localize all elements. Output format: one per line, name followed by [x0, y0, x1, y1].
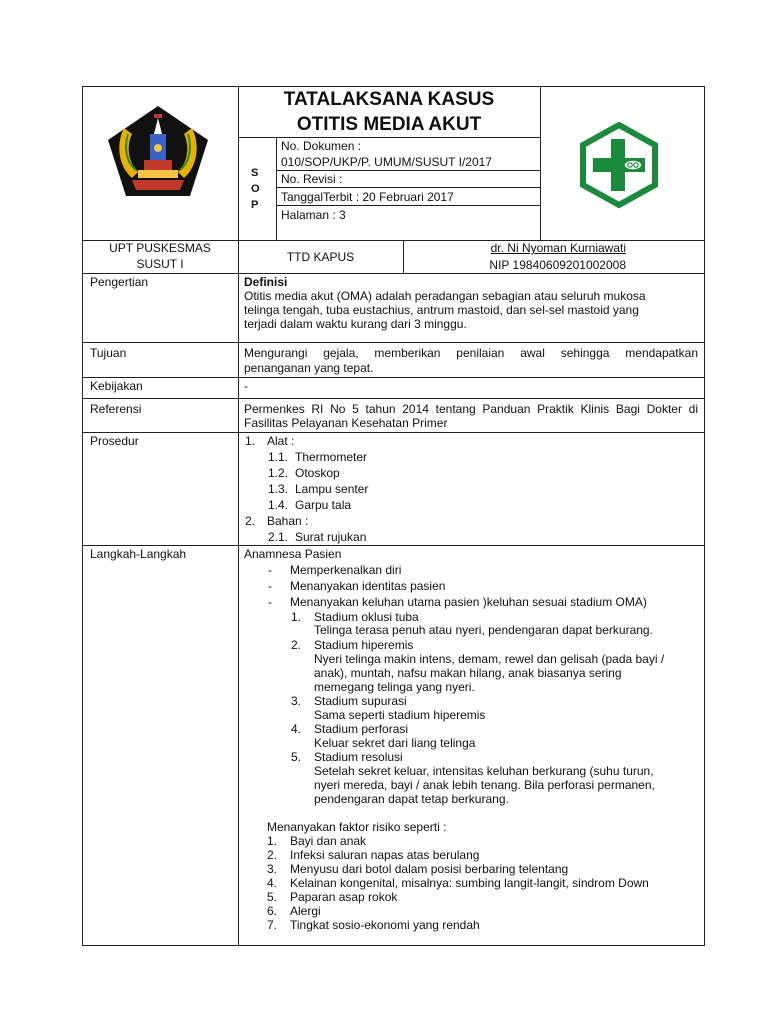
list-number: 1.: [267, 834, 278, 848]
sop-letter-o: O: [251, 183, 260, 195]
risk-item: Infeksi saluran napas atas berulang: [290, 848, 480, 862]
page-number: Halaman : 3: [281, 208, 346, 222]
list-number: 4.: [267, 876, 278, 890]
signatory-name: dr. Ni Nyoman Kurniawati: [490, 241, 626, 255]
row-label-referensi: Referensi: [90, 402, 142, 416]
dash-bullet: -: [268, 579, 272, 593]
doc-number-label: No. Dokumen :: [281, 139, 362, 153]
list-item: Garpu tala: [295, 498, 352, 512]
stadium-title: Stadium oklusi tuba: [314, 610, 419, 624]
stadium-title: Stadium resolusi: [314, 750, 403, 764]
revision-label: No. Revisi :: [281, 172, 343, 186]
stadium-desc: Telinga terasa penuh atau nyeri, pendengaran dapat berkurang.: [314, 623, 653, 637]
list-item: Surat rujukan: [295, 530, 367, 544]
title-line-1: TATALAKSANA KASUS: [283, 89, 495, 110]
list-item: Menanyakan keluhan utama pasien )keluhan sesuai stadium OMA): [290, 595, 647, 609]
definition-line: terjadi dalam waktu kurang dari 3 minggu.: [244, 317, 467, 331]
list-number: 1.2.: [268, 466, 289, 480]
list-item: Otoskop: [295, 466, 340, 480]
list-number: 5.: [291, 750, 302, 764]
sop-letter-p: P: [251, 199, 259, 211]
definition-line: telinga tengah, tuba eustachius, antrum mastoid, dan sel-sel mastoid yang: [244, 303, 639, 317]
risk-item: Kelainan kongenital, misalnya: sumbing langit-langit, sindrom Down: [290, 876, 649, 890]
org-line-1: UPT PUSKESMAS: [109, 241, 211, 255]
row-label-kebijakan: Kebijakan: [90, 379, 143, 393]
title-line-2: OTITIS MEDIA AKUT: [296, 114, 482, 135]
list-number: 7.: [267, 918, 278, 932]
list-item: Menanyakan identitas pasien: [290, 579, 446, 593]
row-label-prosedur: Prosedur: [90, 434, 139, 448]
list-number: 4.: [291, 722, 302, 736]
stadium-desc: Keluar sekret dari liang telinga: [314, 736, 476, 750]
list-number: 1.3.: [268, 482, 289, 496]
list-item: Alat :: [267, 434, 295, 448]
purpose-line: penanganan yang tepat.: [244, 361, 374, 375]
list-item: Thermometer: [295, 450, 368, 464]
reference-line: Permenkes RI No 5 tahun 2014 tentang Panduan Praktik Klinis Bagi Dokter di: [244, 402, 698, 416]
risk-item: Paparan asap rokok: [290, 890, 398, 904]
reference-line: Fasilitas Pelayanan Kesehatan Primer: [244, 416, 448, 430]
sop-letter-s: S: [251, 167, 259, 179]
list-number: 1.1.: [268, 450, 289, 464]
stadium-desc: Sama seperti stadium hiperemis: [314, 708, 486, 722]
list-number: 1.: [291, 610, 302, 624]
list-number: 3.: [267, 862, 278, 876]
ttd-label: TTD KAPUS: [286, 250, 355, 264]
risk-item: Tingkat sosio-ekonomi yang rendah: [290, 918, 480, 932]
puskesmas-logo: [579, 121, 659, 209]
stadium-desc: anak), muntah, nafsu makan hilang, anak biasanya sering: [314, 666, 622, 680]
list-number: 2.: [245, 514, 256, 528]
doc-number-value: 010/SOP/UKP/P. UMUM/SUSUT I/2017: [281, 155, 492, 169]
purpose-line: Mengurangi gejala, memberikan penilaian awal sehingga mendapatkan: [244, 346, 698, 360]
stadium-desc: nyeri mereda, bayi / anak lebih tenang. Bila perforasi permanen,: [314, 778, 655, 792]
dash-bullet: -: [268, 595, 272, 609]
stadium-desc: Nyeri telinga makin intens, demam, rewel dan gelisah (pada bayi /: [314, 652, 665, 666]
list-number: 6.: [267, 904, 278, 918]
section-heading: Anamnesa Pasien: [244, 547, 342, 561]
list-item: Memperkenalkan diri: [290, 563, 402, 577]
list-number: 2.: [267, 848, 278, 862]
issue-date: TanggalTerbit : 20 Februari 2017: [281, 190, 454, 204]
list-item: Lampu senter: [295, 482, 369, 496]
document-title: [238, 87, 540, 137]
definition-heading: Definisi: [244, 275, 288, 289]
risk-item: Menyusu dari botol dalam posisi berbaring telentang: [290, 862, 569, 876]
risk-heading: Menanyakan faktor risiko seperti :: [267, 820, 447, 834]
stadium-title: Stadium supurasi: [314, 694, 407, 708]
dash-bullet: -: [268, 563, 272, 577]
row-label-pengertian: Pengertian: [90, 275, 149, 289]
risk-item: Bayi dan anak: [290, 834, 367, 848]
stadium-title: Stadium perforasi: [314, 722, 409, 736]
list-number: 2.: [291, 638, 302, 652]
list-item: Bahan :: [267, 514, 309, 528]
stadium-title: Stadium hiperemis: [314, 638, 414, 652]
list-number: 5.: [267, 890, 278, 904]
risk-item: Alergi: [290, 904, 321, 918]
stadium-desc: Setelah sekret keluar, intensitas keluhan berkurang (suhu turun,: [314, 764, 654, 778]
signatory-nip: NIP 19840609201002008: [489, 258, 626, 272]
row-label-langkah: Langkah-Langkah: [90, 547, 187, 561]
definition-line: Otitis media akut (OMA) adalah peradangan sebagian atau seluruh mukosa: [244, 289, 646, 303]
stadium-desc: memegang telinga yang nyeri.: [314, 680, 475, 694]
list-number: 1.4.: [268, 498, 289, 512]
policy-value: -: [244, 379, 248, 393]
regional-emblem-logo: [104, 104, 212, 200]
list-number: 2.1.: [268, 530, 289, 544]
list-number: 3.: [291, 694, 302, 708]
list-number: 1.: [245, 434, 256, 448]
row-label-tujuan: Tujuan: [90, 346, 127, 360]
stadium-desc: pendengaran dapat tetap berkurang.: [314, 792, 509, 806]
org-line-2: SUSUT I: [136, 257, 184, 271]
org-name: [82, 241, 238, 271]
